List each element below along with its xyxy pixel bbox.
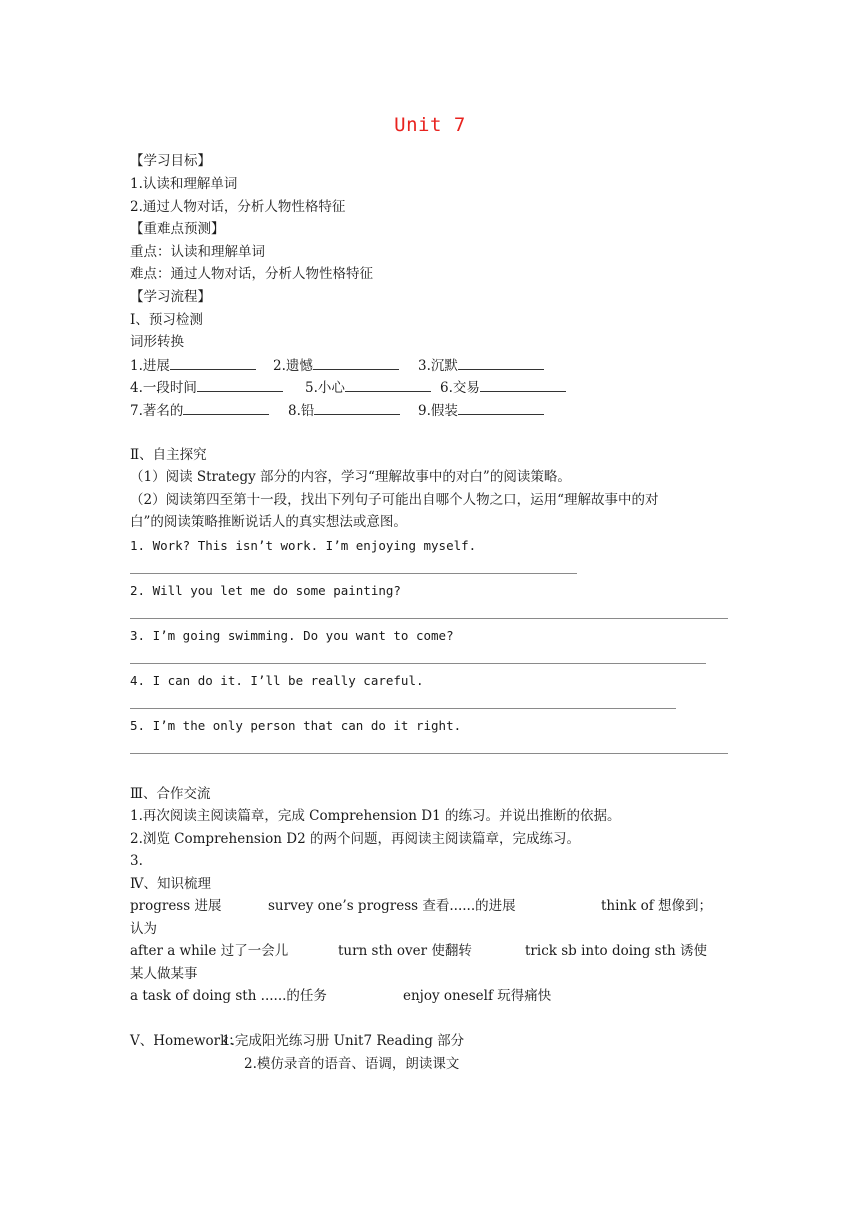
- phrase: think of 想像到；: [601, 898, 713, 914]
- phrase: enjoy oneself 玩得痛快: [403, 988, 552, 1004]
- vocab-item: 8.铅: [288, 401, 400, 420]
- vocab-item: 2.遗憾: [273, 356, 399, 375]
- dialogue-sentence: 2. Will you let me do some painting?: [130, 583, 401, 598]
- answer-blank[interactable]: [313, 356, 399, 370]
- phrase: a task of doing sth ......的任务: [130, 988, 327, 1004]
- vocab-item: 5.小心: [305, 378, 431, 397]
- section2-task: （1）阅读 Strategy 部分的内容，学习“理解故事中的对白”的阅读策略。: [130, 469, 571, 485]
- phrase: after a while 过了一会儿: [130, 943, 289, 959]
- phrase-wrap: 某人做某事: [130, 966, 198, 982]
- phrase: turn sth over 使翻转: [338, 943, 472, 959]
- vocab-item: 7.著名的: [130, 401, 269, 420]
- vocab-item: 3.沉默: [418, 356, 544, 375]
- answer-blank[interactable]: [183, 401, 269, 415]
- phrase: trick sb into doing sth 诱使: [525, 943, 707, 959]
- section2-task: 白”的阅读策略推断说话人的真实想法或意图。: [130, 514, 407, 530]
- section4-heading: Ⅳ、知识梳理: [130, 876, 211, 892]
- goal-item: 1.认读和理解单词: [130, 176, 238, 192]
- answer-line[interactable]: [130, 618, 728, 619]
- section2-heading: Ⅱ、自主探究: [130, 447, 207, 463]
- focus-text: 重点：认读和理解单词: [130, 244, 265, 260]
- section3-item: 1.再次阅读主阅读篇章，完成 Comprehension D1 的练习。并说出推断的依据。: [130, 808, 621, 824]
- answer-blank[interactable]: [480, 378, 566, 392]
- answer-blank[interactable]: [197, 378, 283, 392]
- homework-heading: Ⅴ、Homework：: [130, 1033, 242, 1049]
- phrase: progress 进展: [130, 898, 222, 914]
- answer-line[interactable]: [130, 753, 728, 754]
- answer-blank[interactable]: [458, 401, 544, 415]
- goal-item: 2.通过人物对话，分析人物性格特征: [130, 199, 346, 215]
- answer-line[interactable]: [130, 573, 577, 574]
- section3-item: 2.浏览 Comprehension D2 的两个问题，再阅读主阅读篇章，完成练习。: [130, 831, 580, 847]
- vocab-item: 1.进展: [130, 356, 256, 375]
- section3-heading: Ⅲ、合作交流: [130, 786, 211, 802]
- key-points-heading: 【重难点预测】: [130, 221, 225, 237]
- dialogue-sentence: 3. I’m going swimming. Do you want to come?: [130, 628, 454, 643]
- goals-heading: 【学习目标】: [130, 153, 211, 169]
- dialogue-sentence: 4. I can do it. I’ll be really careful.: [130, 673, 424, 688]
- answer-line[interactable]: [130, 663, 706, 664]
- answer-blank[interactable]: [314, 401, 400, 415]
- dialogue-sentence: 1. Work? This isn’t work. I’m enjoying myself.: [130, 538, 477, 553]
- page-title: Unit 7: [394, 114, 466, 136]
- vocab-item: 4.一段时间: [130, 378, 283, 397]
- dialogue-sentence: 5. I’m the only person that can do it right.: [130, 718, 462, 733]
- phrase: survey one’s progress 查看......的进展: [268, 898, 516, 914]
- section1-subheading: 词形转换: [130, 334, 184, 350]
- answer-blank[interactable]: [345, 378, 431, 392]
- section2-task: （2）阅读第四至第十一段，找出下列句子可能出自哪个人物之口，运用“理解故事中的对: [130, 492, 659, 508]
- vocab-item: 9.假装: [418, 401, 544, 420]
- homework-item: 2.模仿录音的语音、语调，朗读课文: [244, 1056, 460, 1072]
- homework-item: 1.完成阳光练习册 Unit7 Reading 部分: [222, 1033, 465, 1049]
- phrase-wrap: 认为: [130, 921, 157, 937]
- answer-line[interactable]: [130, 708, 676, 709]
- vocab-item: 6.交易: [440, 378, 566, 397]
- answer-blank[interactable]: [458, 356, 544, 370]
- process-heading: 【学习流程】: [130, 289, 211, 305]
- difficulty-text: 难点：通过人物对话，分析人物性格特征: [130, 266, 373, 282]
- section1-heading: Ⅰ、预习检测: [130, 312, 203, 328]
- answer-blank[interactable]: [170, 356, 256, 370]
- section3-item: 3.: [130, 853, 143, 869]
